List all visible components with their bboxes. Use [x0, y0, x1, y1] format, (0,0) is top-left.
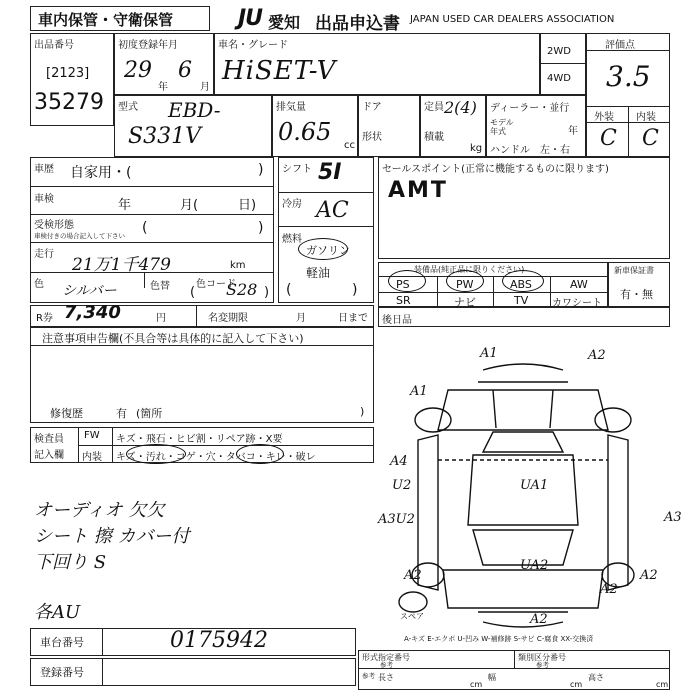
inspector-mark-2 [236, 444, 284, 464]
reg-month-unit: 月 [200, 82, 210, 93]
rear-box [378, 307, 670, 327]
receipt-paren: ( [142, 220, 148, 236]
lot-number: 35279 [34, 90, 104, 115]
color-code-value: S28 [226, 280, 258, 299]
inspect-day: 日) [238, 198, 257, 213]
ref-3-sub: 参考 [362, 672, 375, 680]
inspector-mark-1 [126, 444, 186, 464]
name-month: 月 [296, 313, 306, 324]
damage-mark-3: A1 [410, 384, 428, 399]
inspector-row1-head: FW [84, 430, 100, 441]
repair-close: ) [360, 405, 365, 418]
fuel-close: ) [352, 282, 358, 298]
model-1: EBD- [168, 98, 221, 122]
reg-number-label: 登録番号 [40, 666, 84, 679]
fuel-label: 燃料 [282, 234, 302, 245]
color-code-label: 色コード [196, 279, 236, 290]
equip-seat: カワシート [552, 298, 602, 309]
int-grade: C [642, 126, 659, 151]
equip-abs: ABS [510, 278, 532, 291]
ju-logo: JU [238, 6, 263, 31]
ref-1: 形式指定番号 [362, 653, 410, 662]
damage-legend: A-キズ E-エクボ U-凹み W-補修跡 S-サビ C-腐食 XX-交換済 [404, 635, 594, 643]
hand-note-1: オーディオ 欠欠 [34, 500, 165, 521]
disp-label: 排気量 [276, 102, 306, 113]
color-paren: ( [190, 285, 196, 300]
inspector-row1-text: キズ・飛石・ヒビ割・リペア跡・X要 [116, 434, 283, 445]
receipt-close: ) [258, 220, 264, 236]
history-value: 自家用・( [70, 165, 132, 181]
door-label: ドア [362, 102, 382, 113]
length-unit: cm [470, 680, 483, 689]
inspector-label-1: 検査員 [34, 434, 64, 445]
damage-mark-4: A4 [390, 454, 408, 469]
car-name: HiSET-V [222, 56, 337, 86]
reg-year: 29 [124, 58, 152, 83]
ac-value: AC [316, 198, 349, 223]
damage-mark-6: A3U2 [378, 512, 415, 527]
reg-label: 初度登録年月 [118, 40, 178, 51]
inspect-month: 月( [180, 198, 199, 213]
damage-mark-10: A2 [640, 568, 658, 583]
disp-unit: cc [344, 140, 355, 151]
score-value: 3.5 [606, 60, 651, 93]
sales-value: AMT [388, 178, 448, 203]
chassis-value: 0175942 [170, 628, 268, 653]
model-year-label: モデル年式 [490, 118, 514, 136]
repair-value: 有 [116, 407, 127, 420]
history-close: ) [258, 162, 264, 178]
equip-ps-circle [388, 270, 426, 292]
inspect-year: 年 [118, 198, 132, 213]
damage-mark-8: UA2 [520, 558, 549, 573]
ref-1-sub: 参考 [380, 661, 393, 669]
inspect-label: 車検 [34, 194, 54, 205]
equip-pw: PW [456, 278, 474, 291]
notes-label: 注意事項申告欄(不具合等は具体的に記入して下さい) [42, 332, 304, 345]
rear-label: 後日品 [382, 315, 412, 326]
reg-month: 6 [178, 58, 192, 83]
drive-2wd: 2WD [547, 46, 571, 57]
name-label: 車名・グレード [218, 40, 288, 51]
name-day: 日まで [338, 313, 368, 324]
drive-box [540, 33, 586, 95]
damage-mark-13: A2 [600, 582, 618, 597]
dealer-label: ディーラー・並行 [490, 103, 570, 114]
damage-mark-12: A2 [530, 612, 548, 627]
lot-sub: [2123] [46, 66, 90, 81]
fuel-gas: ガソリン [306, 244, 350, 257]
association-name: JAPAN USED CAR DEALERS ASSOCIATION [410, 14, 615, 25]
damage-mark-2: A2 [588, 348, 606, 363]
ext-label: 外装 [594, 112, 614, 123]
mileage-value: 21万1千479 [72, 255, 171, 275]
sales-label: セールスポイント(正常に機能するものに限ります) [382, 164, 609, 175]
equip-ps: PS [396, 278, 410, 291]
hand-note-4: 各AU [34, 602, 81, 623]
repair-label: 修復歴 [50, 407, 83, 420]
year-unit: 年 [568, 126, 578, 137]
inspector-label-2: 記入欄 [34, 450, 64, 461]
ref-2: 類別区分番号 [518, 653, 566, 662]
height-label: 高さ [588, 673, 604, 682]
ac-label: 冷房 [282, 199, 302, 210]
recycle-unit: 円 [156, 313, 166, 324]
damage-mark-7: UA1 [520, 478, 549, 493]
int-label: 内装 [636, 112, 656, 123]
history-label: 車歴 [34, 164, 54, 175]
ext-grade: C [600, 126, 617, 151]
warranty-label: 新車保証書 [614, 266, 654, 275]
shift-value: 5I [318, 160, 342, 185]
equip-aw: AW [570, 278, 588, 291]
handle-lr: 左・右 [540, 145, 570, 156]
ref-2-sub: 参考 [536, 661, 549, 669]
handle-label: ハンドル [490, 145, 530, 156]
repair-where: (箇所 [136, 407, 163, 420]
color-value: シルバー [62, 283, 117, 299]
equip-abs-circle [502, 270, 544, 292]
inspector-row2-head: 内装 [82, 452, 102, 463]
color-change-label: 色替 [150, 281, 170, 292]
shape-label: 形状 [362, 132, 382, 143]
fuel-gas-circle [298, 238, 348, 260]
inspector-row2-text: キズ・汚れ・コゲ・穴・タバコ・キレ・破レ [116, 452, 316, 463]
receipt-label: 受検形態 [34, 220, 74, 231]
damage-mark-11: A3 [664, 510, 682, 525]
damage-mark-9: A2 [404, 568, 422, 583]
hand-note-2: シート 擦 カバー付 [34, 526, 190, 547]
recycle-label: R券 [36, 313, 53, 324]
storage-label: 車内保管・守衛保管 [38, 11, 174, 29]
form-title: 出品申込書 [315, 14, 400, 34]
cap-value: 2(4) [444, 98, 477, 117]
spare-label: スペア [400, 612, 424, 621]
equip-pw-circle [446, 270, 484, 292]
drive-4wd: 4WD [547, 73, 571, 84]
length-label: 長さ [378, 673, 394, 682]
damage-mark-1: A1 [480, 346, 498, 361]
equip-navi: ナビ [454, 296, 476, 309]
mileage-label: 走行 [34, 249, 54, 260]
lot-label: 出品番号 [34, 40, 74, 51]
model-label: 型式 [118, 102, 138, 113]
shift-label: シフト [282, 164, 312, 175]
width-label: 幅 [488, 673, 496, 682]
cap-label: 定員 [424, 102, 444, 113]
fuel-diesel: 軽油 [306, 266, 331, 280]
height-unit: cm [656, 680, 669, 689]
disp-value: 0.65 [278, 118, 332, 146]
chassis-label: 車台番号 [40, 636, 84, 649]
mileage-unit: km [230, 260, 246, 271]
load-label: 積載 [424, 132, 444, 143]
fuel-paren: ( [286, 282, 292, 298]
color-label: 色 [34, 279, 44, 290]
equipment-header: 装備品(純正品に限りください) [414, 265, 525, 274]
receipt-note: 車検付きの場合記入して下さい [34, 232, 125, 240]
score-label: 評価点 [605, 40, 635, 51]
load-unit: kg [470, 143, 483, 154]
org-name: 愛知 [268, 13, 301, 32]
width-unit: cm [570, 680, 583, 689]
reg-year-unit: 年 [158, 82, 168, 93]
model-2: S331V [128, 124, 201, 149]
recycle-value: 7,340 [64, 302, 121, 323]
warranty-value: 有・無 [620, 288, 653, 301]
equip-sr: SR [396, 294, 411, 307]
damage-mark-5: U2 [392, 478, 412, 493]
name-change-label: 名変期限 [208, 313, 248, 324]
color-close: ) [264, 285, 270, 300]
hand-note-3: 下回り S [34, 552, 107, 573]
equip-tv: TV [514, 294, 529, 307]
